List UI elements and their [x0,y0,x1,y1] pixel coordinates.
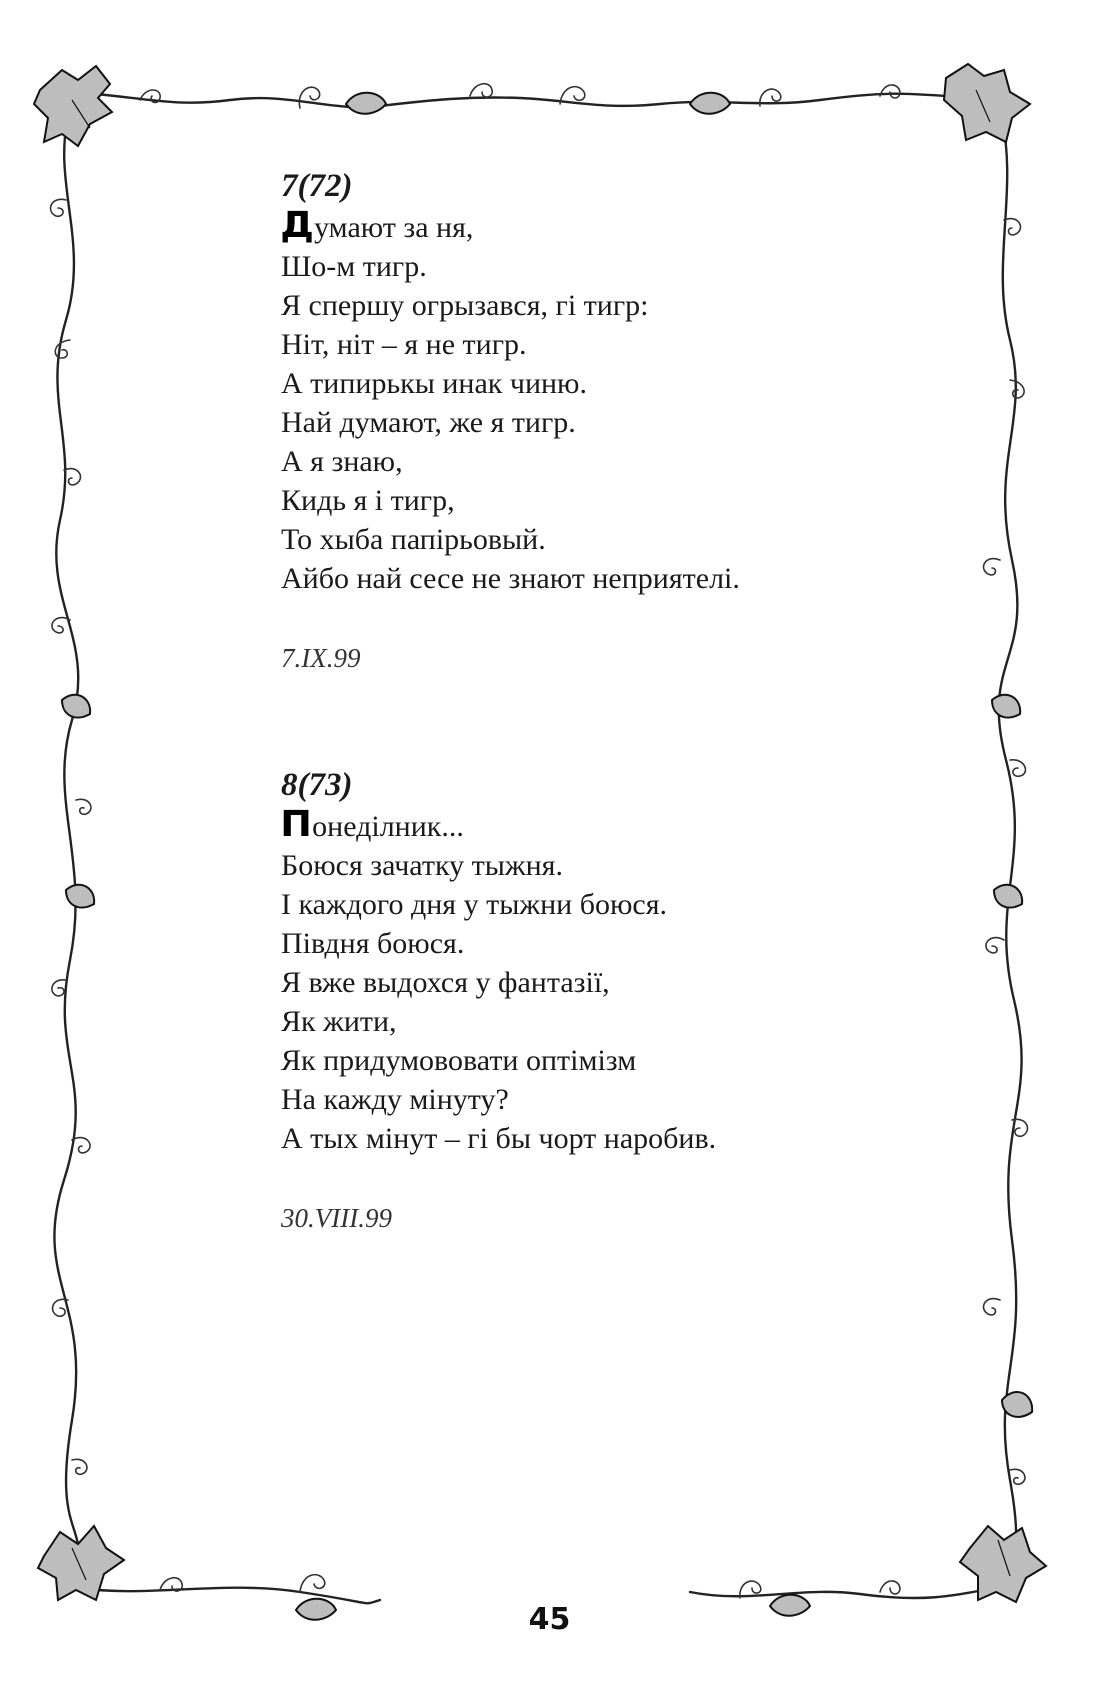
first-line-text: онеділник... [312,810,464,843]
poem-line: Боюся зачатку тыжня. [281,849,563,882]
poem-line: А я знаю, [281,445,403,478]
poem-line: Айбо най сесе не знают неприятелі. [281,562,740,595]
poem-line: І каждого дня у тыжни боюся. [281,888,667,921]
poem-line: То хыба папірьовый. [281,523,546,556]
poem-line: А тых мінут – гі бы чорт наробив. [281,1122,717,1155]
poem-line: Я спершу огрызався, гі тигр: [281,289,649,322]
drop-cap: Д [280,205,314,246]
poem-line: Ніт, ніт – я не тигр. [281,328,527,361]
poem-line: Півдня боюся. [281,927,465,960]
poem-title: 8(73) [281,767,353,803]
poem-line: Кидь я і тигр, [281,484,455,517]
poem-73 [281,765,716,1234]
poem-body [280,804,717,1158]
poem-first-line [280,804,716,846]
poem-line: А типирькы инак чиню. [281,367,587,400]
poem-line: Як придумововати оптімізм [281,1044,637,1077]
poem-body [280,205,740,598]
poem-line: Я вже выдохся у фантазії, [281,966,610,999]
poem-line: На кажду мінуту? [281,1083,509,1116]
poem-72 [281,166,740,674]
poem-line: Най думают, же я тигр. [281,406,576,439]
poem-line: Як жити, [281,1005,397,1038]
poem-first-line [280,205,740,247]
poem-line: Шо-м тигр. [281,250,427,283]
poem-title: 7(72) [281,168,353,204]
poem-date: 30.VIII.99 [281,1203,392,1233]
page-number: 45 [528,1602,571,1637]
drop-cap: П [280,804,312,845]
poem-date: 7.IX.99 [281,643,361,673]
first-line-text: умают за ня, [314,211,474,244]
